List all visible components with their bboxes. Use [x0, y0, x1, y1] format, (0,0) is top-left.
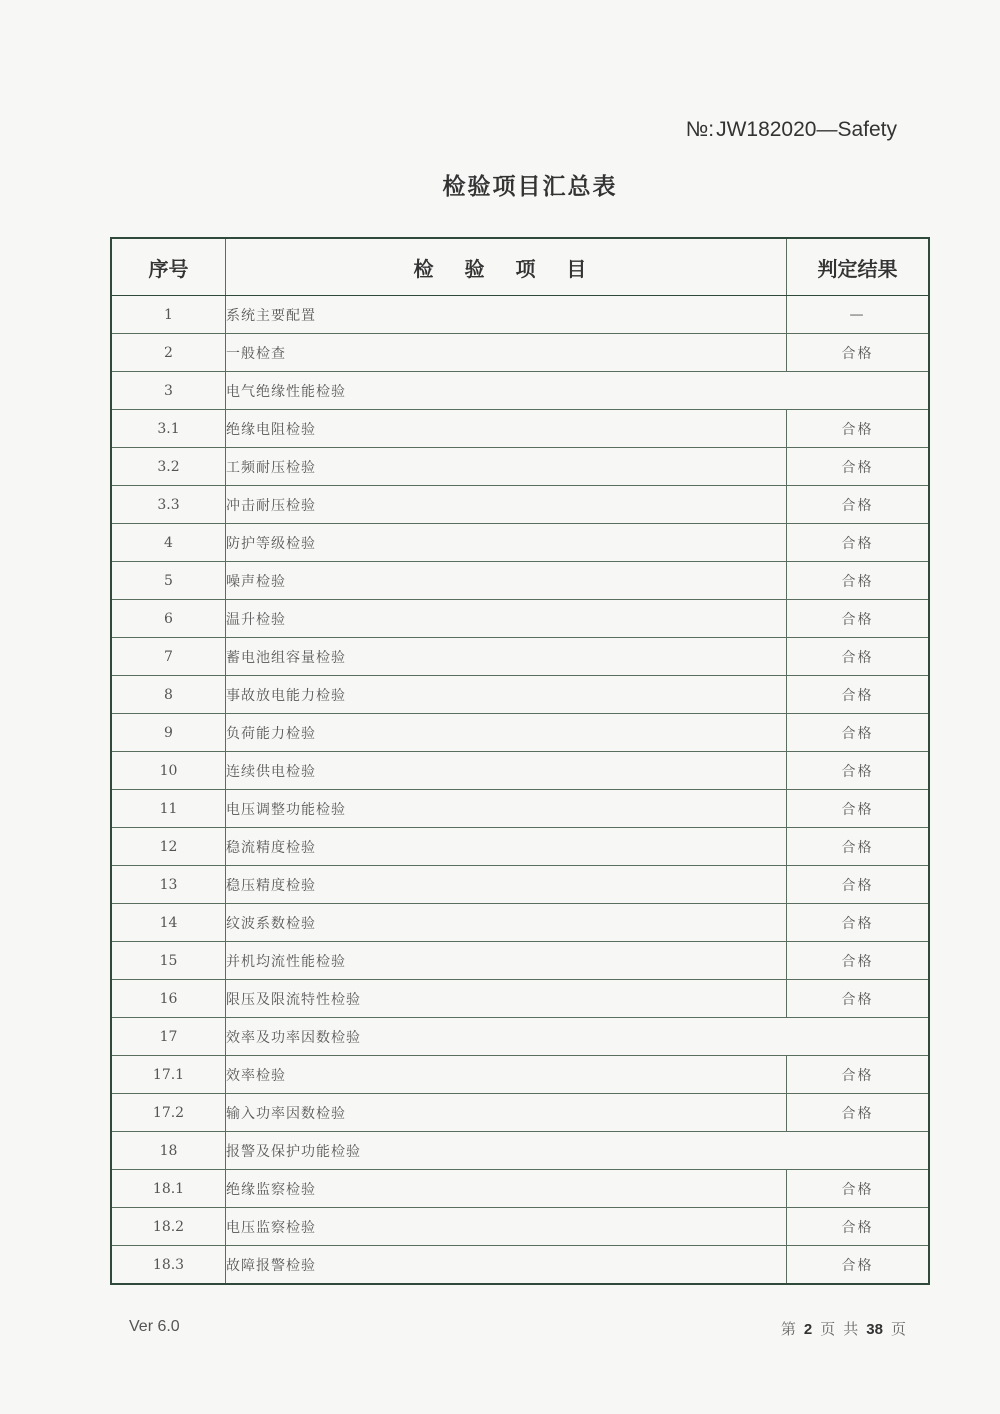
- table-row: [111, 1246, 929, 1285]
- row-number: 3.1: [111, 410, 226, 448]
- row-item: 连续供电检验: [226, 752, 787, 790]
- row-number: 13: [111, 866, 226, 904]
- table-row: [111, 828, 929, 866]
- table-row: [111, 334, 929, 372]
- table-body: [111, 296, 929, 1285]
- row-result: 合格: [787, 980, 930, 1018]
- row-item: 输入功率因数检验: [226, 1094, 787, 1132]
- page-prefix: 第: [780, 1320, 796, 1338]
- row-item: 蓄电池组容量检验: [226, 638, 787, 676]
- row-item: 报警及保护功能检验: [226, 1132, 787, 1170]
- row-number: 10: [111, 752, 226, 790]
- row-item: 故障报警检验: [226, 1246, 787, 1285]
- row-result: [787, 372, 930, 410]
- row-number: 14: [111, 904, 226, 942]
- row-result: 合格: [787, 828, 930, 866]
- row-number: 18.3: [111, 1246, 226, 1285]
- row-number: 4: [111, 524, 226, 562]
- table-row: [111, 942, 929, 980]
- row-item: 一般检查: [226, 334, 787, 372]
- row-number: 8: [111, 676, 226, 714]
- row-item: 限压及限流特性检验: [226, 980, 787, 1018]
- table-row: [111, 1170, 929, 1208]
- table-row: [111, 1132, 929, 1170]
- row-number: 18: [111, 1132, 226, 1170]
- row-number: 17.2: [111, 1094, 226, 1132]
- row-result: 合格: [787, 714, 930, 752]
- row-number: 2: [111, 334, 226, 372]
- table-row: [111, 600, 929, 638]
- table-row: [111, 790, 929, 828]
- table-row: [111, 1094, 929, 1132]
- row-number: 1: [111, 296, 226, 334]
- row-result: 合格: [787, 334, 930, 372]
- column-header-item: 检 验 项 目: [226, 238, 787, 296]
- row-number: 12: [111, 828, 226, 866]
- column-header-result: 判定结果: [787, 238, 930, 296]
- table-row: [111, 676, 929, 714]
- row-result: 合格: [787, 524, 930, 562]
- row-number: 17: [111, 1018, 226, 1056]
- report-number: [686, 118, 897, 142]
- row-number: 6: [111, 600, 226, 638]
- page-middle-2: 共: [843, 1320, 859, 1338]
- row-item: 并机均流性能检验: [226, 942, 787, 980]
- report-number-label: №:: [685, 118, 715, 141]
- row-number: 3.3: [111, 486, 226, 524]
- column-header-number: 序号: [111, 238, 226, 296]
- row-result: 合格: [787, 486, 930, 524]
- row-item: 绝缘监察检验: [226, 1170, 787, 1208]
- row-item: 工频耐压检验: [226, 448, 787, 486]
- table-header-row: [111, 238, 929, 296]
- table-row: [111, 980, 929, 1018]
- row-item: 负荷能力检验: [226, 714, 787, 752]
- row-item: 电气绝缘性能检验: [226, 372, 787, 410]
- table-row: [111, 562, 929, 600]
- row-number: 11: [111, 790, 226, 828]
- row-result: 合格: [787, 1170, 930, 1208]
- row-number: 3.2: [111, 448, 226, 486]
- table-row: [111, 752, 929, 790]
- table-row: [111, 1056, 929, 1094]
- page-indicator: [777, 1318, 910, 1339]
- row-item: 电压调整功能检验: [226, 790, 787, 828]
- table-row: [111, 372, 929, 410]
- row-item: 电压监察检验: [226, 1208, 787, 1246]
- row-number: 15: [111, 942, 226, 980]
- row-item: 效率检验: [226, 1056, 787, 1094]
- row-result: 合格: [787, 904, 930, 942]
- table-row: [111, 866, 929, 904]
- page-suffix: 页: [890, 1320, 906, 1338]
- version-label: Ver 6.0: [129, 1318, 180, 1335]
- row-item: 防护等级检验: [226, 524, 787, 562]
- row-result: [787, 1018, 930, 1056]
- page-middle-1: 页: [820, 1320, 836, 1338]
- row-result: 合格: [787, 790, 930, 828]
- row-result: [787, 1132, 930, 1170]
- row-number: 7: [111, 638, 226, 676]
- row-item: 纹波系数检验: [226, 904, 787, 942]
- row-result: 合格: [787, 600, 930, 638]
- row-result: 合格: [787, 448, 930, 486]
- row-item: 效率及功率因数检验: [226, 1018, 787, 1056]
- row-result: 合格: [787, 942, 930, 980]
- row-number: 9: [111, 714, 226, 752]
- row-number: 3: [111, 372, 226, 410]
- table-row: [111, 296, 929, 334]
- report-number-code: JW182020—Safety: [716, 118, 897, 141]
- row-result: 合格: [787, 1056, 930, 1094]
- row-result: 合格: [787, 1094, 930, 1132]
- row-number: 18.1: [111, 1170, 226, 1208]
- row-item: 系统主要配置: [226, 296, 787, 334]
- row-result: 合格: [787, 676, 930, 714]
- row-item: 稳流精度检验: [226, 828, 787, 866]
- row-number: 16: [111, 980, 226, 1018]
- row-result: —: [787, 296, 930, 334]
- row-result: 合格: [787, 410, 930, 448]
- row-result: 合格: [787, 638, 930, 676]
- table-row: [111, 1208, 929, 1246]
- table-row: [111, 486, 929, 524]
- row-result: 合格: [787, 1246, 930, 1285]
- page-total: 38: [866, 1321, 883, 1338]
- row-item: 稳压精度检验: [226, 866, 787, 904]
- row-number: 18.2: [111, 1208, 226, 1246]
- row-item: 冲击耐压检验: [226, 486, 787, 524]
- table-row: [111, 1018, 929, 1056]
- table-row: [111, 638, 929, 676]
- row-number: 5: [111, 562, 226, 600]
- row-item: 温升检验: [226, 600, 787, 638]
- row-result: 合格: [787, 866, 930, 904]
- table-row: [111, 714, 929, 752]
- table-row: [111, 524, 929, 562]
- row-item: 事故放电能力检验: [226, 676, 787, 714]
- row-result: 合格: [787, 1208, 930, 1246]
- row-number: 17.1: [111, 1056, 226, 1094]
- table-row: [111, 904, 929, 942]
- row-item: 绝缘电阻检验: [226, 410, 787, 448]
- row-result: 合格: [787, 752, 930, 790]
- table-row: [111, 448, 929, 486]
- table-row: [111, 410, 929, 448]
- row-item: 噪声检验: [226, 562, 787, 600]
- row-result: 合格: [787, 562, 930, 600]
- page-title: 检验项目汇总表: [442, 174, 618, 200]
- page-current: 2: [803, 1321, 813, 1338]
- inspection-summary-table: [110, 237, 930, 1285]
